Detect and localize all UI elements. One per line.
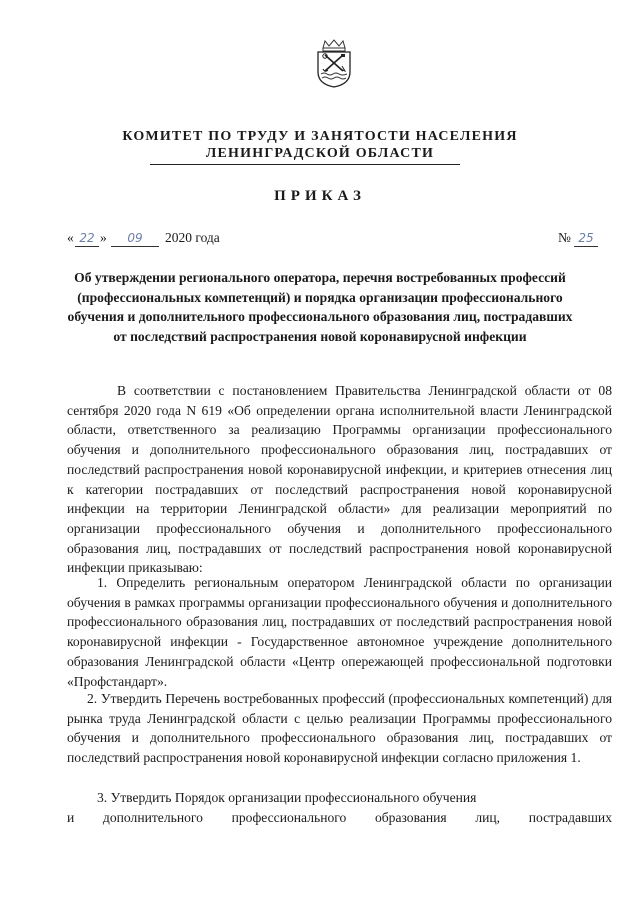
clause-3-line-1: 3. Утвердить Порядок организации профессионального обучения [97,790,477,805]
clause-2: 2. Утвердить Перечень востребованных профессий (профессиональных компетенций) для рынка труда Ленинградской области с целью реализации Программы профессионального обучения и дополнительного профессионального образования лиц, пострадавших от последствий распространения новой коронавирусной инфекции согласно приложения 1. [67,691,612,766]
number-value: 25 [574,230,598,247]
clause-3 [67,788,612,827]
date-day: 22 [75,230,99,247]
date-month: 09 [111,230,159,247]
date-open-quote: « [67,230,74,245]
header-divider [150,164,460,165]
number-prefix: № [558,230,571,245]
organization-name-line-2: ЛЕНИНГРАДСКОЙ ОБЛАСТИ [205,146,435,161]
clause-1: 1. Определить региональным оператором Ленинградской области по организации обучения в рамках программы организации профессионального обучения и дополнительного профессионального образования лиц, пострадавших от последствий распространения новой коронавирусной инфекции - Государственное автономное учреждение дополнительного образования Ленинградской области «Центр опережающей профессиональной подготовки «Профстандарт». [67,575,612,689]
coat-of-arms-icon [315,38,353,88]
order-date [67,230,327,248]
date-year: 2020 года [165,230,220,245]
preamble-paragraph: В соответствии с постановлением Правительства Ленинградской области от 08 сентября 2020 года N 619 «Об определении органа исполнительной власти Ленинградской области, ответственного за реализацию Программы организации профессионального обучения и дополнительного профессионального образования лиц, пострадавших от последствий распространения новой коронавирусной инфекции, и критериев отнесения лиц к категории пострадавших от последствий распространения новой коронавирусной инфекции на территории Ленинградской области» для реализации мероприятий по организации профессионального обучения и дополнительного профессионального образования лиц, пострадавших от последствий распространения новой коронавирусной инфекции приказываю: [67,383,612,576]
document-heading: Об утверждении регионального оператора, перечня востребованных профессий (профессиональных компетенций) и порядка организации профессионального обучения и дополнительного профессионального образования лиц, пострадавших от последствий распространения новой коронавирусной инфекции [67,270,573,344]
document-type-title: ПРИКАЗ [274,188,366,204]
date-close-quote: » [100,230,107,245]
order-number [558,230,608,248]
clause-3-line-2: и дополнительного профессионального образования лиц, пострадавших [67,809,612,825]
organization-name-line-1: КОМИТЕТ ПО ТРУДУ И ЗАНЯТОСТИ НАСЕЛЕНИЯ [122,129,518,144]
